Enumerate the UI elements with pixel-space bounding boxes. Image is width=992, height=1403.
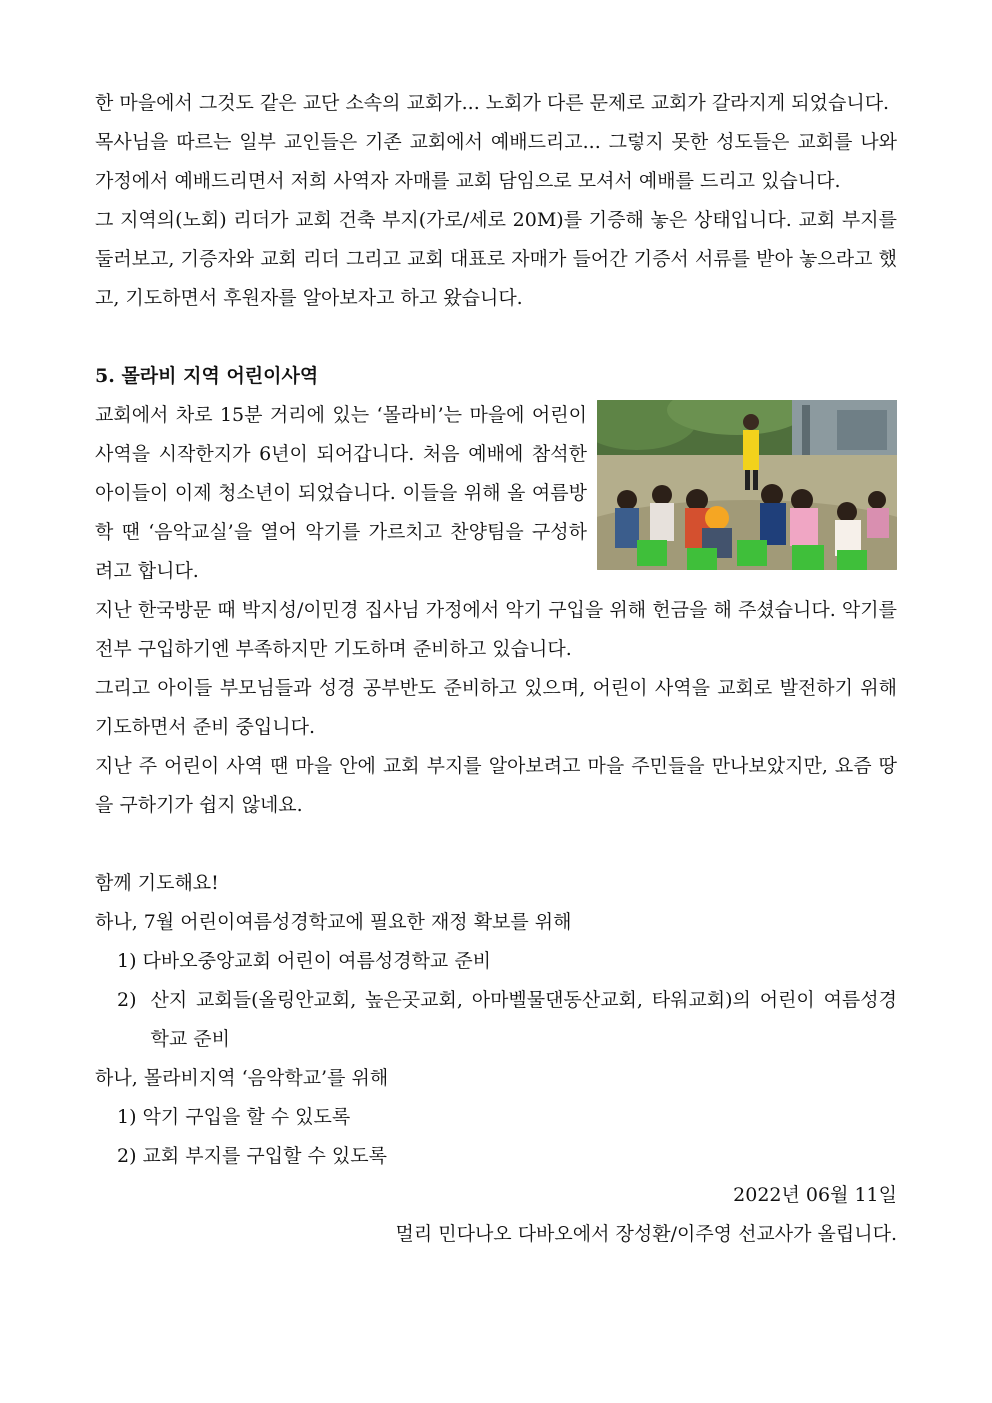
section-paragraph-2: 지난 한국방문 때 박지성/이민경 집사님 가정에서 악기 구입을 위해 헌금을 해 주셨습니다. 악기를 전부 구입하기엔 부족하지만 기도하며 준비하고 있습니다. xyxy=(95,599,897,660)
photo-illustration xyxy=(597,400,897,570)
prayer-item-2-sub-1: 1) 악기 구입을 할 수 있도록 xyxy=(117,1106,351,1128)
intro-paragraph-3: 그 지역의(노회) 리더가 교회 건축 부지(가로/세로 20M)를 기증해 놓은 상태입니다. 교회 부지를 둘러보고, 기증자와 교회 리더 그리고 교회 대표로 자매가 들어간 기증서 서류를 받아 놓으라고 했고, 기도하면서 후원자를 알아보자고 하고 왔습니다. xyxy=(95,209,897,309)
prayer-item-2-sub-2: 2) 교회 부지를 구입할 수 있도록 xyxy=(117,1145,387,1167)
prayer-item-1-sub-1: 1) 다바오중앙교회 어린이 여름성경학교 준비 xyxy=(117,950,492,972)
section-heading: 5. 몰라비 지역 어린이사역 xyxy=(95,365,319,387)
intro-paragraph-2: 목사님을 따르는 일부 교인들은 기존 교회에서 예배드리고... 그렇지 못한 성도들은 교회를 나와 가정에서 예배드리면서 저희 사역자 자매를 교회 담임으로 모셔서 예배를 드리고 있습니다. xyxy=(95,131,897,192)
children-ministry-photo xyxy=(597,400,897,570)
prayer-item-1: 하나, 7월 어린이여름성경학교에 필요한 재정 확보를 위해 xyxy=(95,911,572,933)
prayer-item-1-sub-2 xyxy=(95,981,897,1059)
intro-paragraph-1: 한 마을에서 그것도 같은 교단 소속의 교회가... 노회가 다른 문제로 교회가 갈라지게 되었습니다. xyxy=(95,92,890,114)
section-paragraph-3: 그리고 아이들 부모님들과 성경 공부반도 준비하고 있으며, 어린이 사역을 교회로 발전하기 위해 기도하면서 준비 중입니다. xyxy=(95,677,897,738)
list-number: 2) xyxy=(117,989,137,1011)
letter-page xyxy=(95,84,897,1254)
letter-date: 2022년 06월 11일 xyxy=(733,1184,897,1206)
spacer xyxy=(95,318,897,357)
prayer-title: 함께 기도해요! xyxy=(95,872,219,894)
prayer-item-2: 하나, 몰라비지역 ‘음악학교’를 위해 xyxy=(95,1067,389,1089)
spacer xyxy=(95,825,897,864)
section-paragraph-1: 교회에서 차로 15분 거리에 있는 ‘몰라비’는 마을에 어린이 사역을 시작한지가 6년이 되어갑니다. 처음 예배에 참석한 아이들이 이제 청소년이 되었습니다. 이들을 위해 올 여름방학 땐 ‘음악교실’을 열어 악기를 가르치고 찬양팀을 구성하려고 합니다. xyxy=(95,404,587,582)
letter-signature: 멀리 민다나오 다바오에서 장성환/이주영 선교사가 올립니다. xyxy=(395,1223,897,1245)
list-text: 산지 교회들(올링안교회, 높은곳교회, 아마벨물댄동산교회, 타워교회)의 어린이 여름성경학교 준비 xyxy=(150,989,897,1050)
section-paragraph-4: 지난 주 어린이 사역 땐 마을 안에 교회 부지를 알아보려고 마을 주민들을 만나보았지만, 요즘 땅을 구하기가 쉽지 않네요. xyxy=(95,755,897,816)
